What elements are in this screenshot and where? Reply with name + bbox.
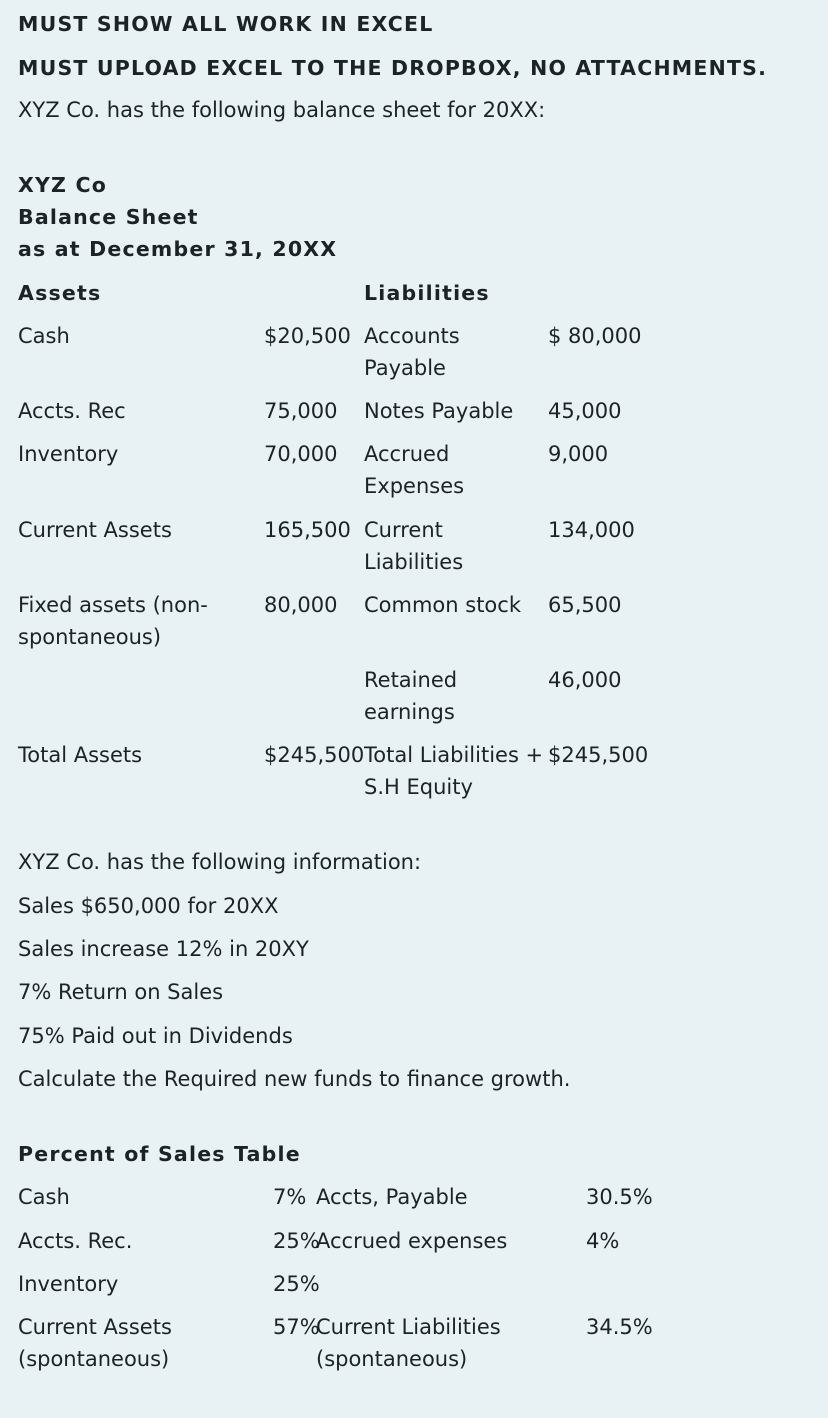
bs-asset-value: 80,000 — [264, 593, 338, 617]
bs-asset-label: Current Assets — [18, 518, 172, 542]
bs-asset-value: 70,000 — [264, 442, 338, 466]
bs-liability-label: Common stock — [364, 593, 521, 617]
bs-liability-value: $245,500 — [548, 743, 649, 767]
bs-liability-label: Total Liabilities + S.H Equity — [364, 743, 544, 799]
bs-liability-label: Accounts Payable — [364, 324, 460, 380]
bs-asset-label: Total Assets — [18, 743, 143, 767]
bs-liability-value: 45,000 — [548, 399, 622, 423]
percent-table-title: Percent of Sales Table — [18, 1142, 301, 1166]
bs-liability-label: Current Liabilities — [364, 518, 464, 574]
pct-asset-label: Inventory — [18, 1272, 119, 1296]
bs-asset-value: $20,500 — [264, 324, 351, 348]
bs-title-date: as at December 31, 20XX — [18, 237, 338, 261]
info-item: Sales $650,000 for 20XX — [18, 894, 279, 918]
bs-asset-label: Inventory — [18, 442, 119, 466]
pct-asset-value: 25% — [273, 1272, 320, 1296]
bs-liability-value: 134,000 — [548, 518, 635, 542]
intro-text: XYZ Co. has the following balance sheet for 20XX: — [18, 98, 546, 122]
pct-asset-label: Accts. Rec. — [18, 1229, 133, 1253]
bs-title-company: XYZ Co — [18, 173, 107, 197]
bs-liability-label: Retained earnings — [364, 668, 458, 724]
pct-liability-value: 34.5% — [586, 1315, 653, 1339]
bs-liability-value: 65,500 — [548, 593, 622, 617]
pct-liability-value: 30.5% — [586, 1185, 653, 1209]
pct-liability-label: Accrued expenses — [316, 1229, 508, 1253]
info-item: Sales increase 12% in 20XY — [18, 937, 309, 961]
bs-liability-value: 9,000 — [548, 442, 609, 466]
info-item: Calculate the Required new funds to finance growth. — [18, 1067, 571, 1091]
assets-header: Assets — [18, 281, 102, 305]
bs-asset-label: Fixed assets (non-spontaneous) — [18, 593, 208, 649]
instruction-line-1: MUST SHOW ALL WORK IN EXCEL — [18, 12, 434, 36]
bs-asset-label: Accts. Rec — [18, 399, 126, 423]
liabilities-header: Liabilities — [364, 281, 490, 305]
bs-asset-value: 75,000 — [264, 399, 338, 423]
pct-liability-value: 4% — [586, 1229, 620, 1253]
info-item: 7% Return on Sales — [18, 980, 224, 1004]
pct-asset-label: Current Assets (spontaneous) — [18, 1315, 172, 1371]
pct-liability-label: Current Liabilities (spontaneous) — [316, 1315, 501, 1371]
pct-liability-label: Accts, Payable — [316, 1185, 468, 1209]
bs-asset-value: $245,500 — [264, 743, 365, 767]
info-item: 75% Paid out in Dividends — [18, 1024, 293, 1048]
pct-asset-label: Cash — [18, 1185, 70, 1209]
bs-liability-value: 46,000 — [548, 668, 622, 692]
instruction-line-2: MUST UPLOAD EXCEL TO THE DROPBOX, NO ATTACHMENTS. — [18, 56, 768, 80]
pct-asset-value: 7% — [273, 1185, 307, 1209]
bs-asset-value: 165,500 — [264, 518, 351, 542]
bs-liability-value: $ 80,000 — [548, 324, 642, 348]
bs-title-name: Balance Sheet — [18, 205, 199, 229]
bs-liability-label: Notes Payable — [364, 399, 514, 423]
pct-asset-value: 57% — [273, 1315, 320, 1339]
info-intro: XYZ Co. has the following information: — [18, 850, 422, 874]
pct-asset-value: 25% — [273, 1229, 320, 1253]
bs-liability-label: Accrued Expenses — [364, 442, 465, 498]
bs-asset-label: Cash — [18, 324, 70, 348]
